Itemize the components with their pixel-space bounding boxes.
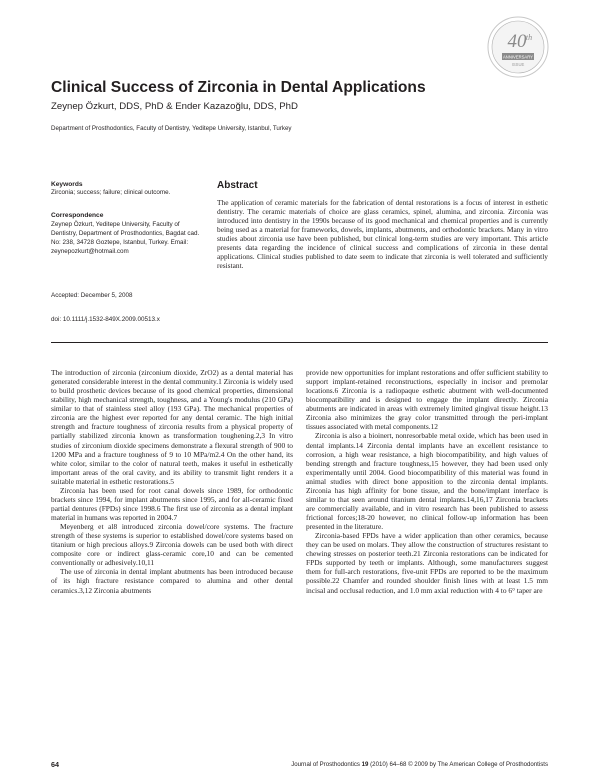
journal-pages: (2010) 64–68	[370, 761, 407, 768]
body-paragraph: Zirconia-based FPDs have a wider application than other ceramics, because they can be used on molars. They allow the construction of structures resistant to chewing stresses on posterior teeth.21 Zirconia restorations can be indicated for FPDs supported by teeth or implants. Although, some manufacturers suggest them for full-arch restorations, five-unit FPDs are reported to be the maximum possible.22 Chamfer and rounded shoulder finish lines with at least 1.5 mm incisal and occlusal reduction, and 1.0 mm axial reduction with 4 to 6° taper are	[306, 531, 548, 595]
body-paragraph: provide new opportunities for implant restorations and offer sufficient stability to support implant-retained reconstructions, especially in incisor and premolar locations.6 Zirconia is a radiopaque esthetic abutment with well-documented biocompatibility and is designed to engage the implant directly. Zirconia abutments are indicated in areas with extremely limited gingival tissue height.13 Zirconia also minimizes the gray color transmitted through the peri-implant tissues associated with metal components.12	[306, 368, 548, 432]
correspondence-text: Zeynep Özkurt, Yeditepe University, Faculty of Dentistry, Department of Prosthodontics, Bagdat cad. No: 238, 34728 Goztepe, Istanbul, Turkey. Email: zeynepozkurt@hotmail.com	[51, 221, 200, 255]
body-column-right	[306, 368, 548, 595]
abstract-body: The application of ceramic materials for the fabrication of dental restorations is a focus of interest in esthetic dentistry. The ceramic materials of choice are glass ceramics, spinel, alumina, and zirconia. Zirconia was introduced into dentistry in the 1990s because of its good mechanical and chemical properties and is currently being used as a material for frameworks, dowels, implants, abutments, and orthodontic brackets. Many in vitro studies about zirconia use have been published, but clinical long-term studies are very important. This article presents data regarding the incidence of clinical success and complications of zirconia in these dental applications. Clinical studies published to date seem to indicate that zirconia is well tolerated and sufficiently resistant.	[217, 198, 548, 271]
author-affiliation: Department of Prosthodontics, Faculty of Dentistry, Yeditepe University, Istanbul, Turkey	[51, 125, 292, 132]
doi-link[interactable]: doi: 10.1111/j.1532-849X.2009.00513.x	[51, 316, 160, 323]
journal-volume: 19	[361, 761, 369, 768]
svg-text:th: th	[525, 33, 533, 42]
svg-text:ISSUE: ISSUE	[511, 62, 525, 67]
body-paragraph: The introduction of zirconia (zirconium dioxide, ZrO2) as a dental material has generated considerable interest in the dental community.1 Zirconia is widely used to build prosthetic devices because of its good chemical properties, dimensional stability, high mechanical strength, toughness, and a Young's modulus (210 GPa) similar to that of stainless steel alloy (193 GPa). The mechanical properties of zirconia are the highest ever reported for any dental ceramic. The high initial strength and fracture toughness of zirconia results from a physical property of partially stabilized zirconia known as transformation toughening.2,3 In vitro studies of zirconium dioxide specimens demonstrate a flexural strength of 900 to 1200 MPa and a fracture toughness of 9 to 10 MPa/m2.4 On the other hand, its white color, similar to the color of natural teeth, makes it useful in esthetically important areas of the oral cavity, and its ability to transmit light renders it a suitable material in esthetic restorations.5	[51, 368, 293, 486]
body-paragraph: The use of zirconia in dental implant abutments has been introduced because of its high fracture resistance compared to alumina and other dental ceramics.3,12 Zirconia abutments	[51, 567, 293, 595]
abstract-heading: Abstract	[217, 180, 258, 191]
journal-citation	[208, 760, 548, 769]
svg-text:ANNIVERSARY: ANNIVERSARY	[503, 54, 533, 60]
body-column-left	[51, 368, 293, 595]
journal-name: Journal of Prosthodontics	[291, 761, 360, 768]
article-title: Clinical Success of Zirconia in Dental Applications	[51, 79, 426, 96]
section-divider	[51, 342, 548, 343]
keywords-label: Keywords	[51, 181, 83, 188]
svg-text:40: 40	[507, 31, 527, 52]
article-authors: Zeynep Özkurt, DDS, PhD & Ender Kazazoğlu, DDS, PhD	[51, 101, 298, 112]
anniversary-seal-logo	[487, 16, 549, 78]
accepted-date: Accepted: December 5, 2008	[51, 292, 133, 299]
body-paragraph: Zirconia has been used for root canal dowels since 1989, for orthodontic brackets since 1994, for implant abutments since 1995, and for all-ceramic fixed partial dentures (FPDs) since 1998.6 The first use of zirconia as a dental implant material in humans was reported in 2004.7	[51, 485, 293, 522]
body-paragraph: Meyenberg et al8 introduced zirconia dowel/core systems. The fracture strength of these systems is superior to established dowel/core systems based on titanium or high precious alloys.9 Zirconia dowels can be used both with direct composite core or indirect glass-ceramic core,10 and can be cemented conventionally or adhesively.10,11	[51, 522, 293, 568]
page-number: 64	[51, 760, 59, 769]
copyright-notice: © 2009 by The American College of Prosthodontists	[408, 761, 548, 768]
correspondence-label: Correspondence	[51, 212, 104, 219]
body-paragraph: Zirconia is also a bioinert, nonresorbable metal oxide, which has been used in dental implants.14 Zirconia dental implants have an excellent resistance to corrosion, a high wear resistance, a high biocompatibility, and high values of bending strength and fracture toughness,15 however, they had been used only experimentally until 2004. Good biocompatibility of this material was found in animal studies with direct bone apposition to the zirconia dental implants. Zirconia has high affinity for bone tissue, and the bone/implant interface is similar to that seen around titanium dental implants.14,16,17 Zirconia brackets are commercially available, and in vitro research has been published to assess frictional forces;18-20 however, no clinical follow-up information has been presented in the literature.	[306, 431, 548, 532]
keywords-text: Zirconia; success; failure; clinical outcome.	[51, 189, 171, 196]
